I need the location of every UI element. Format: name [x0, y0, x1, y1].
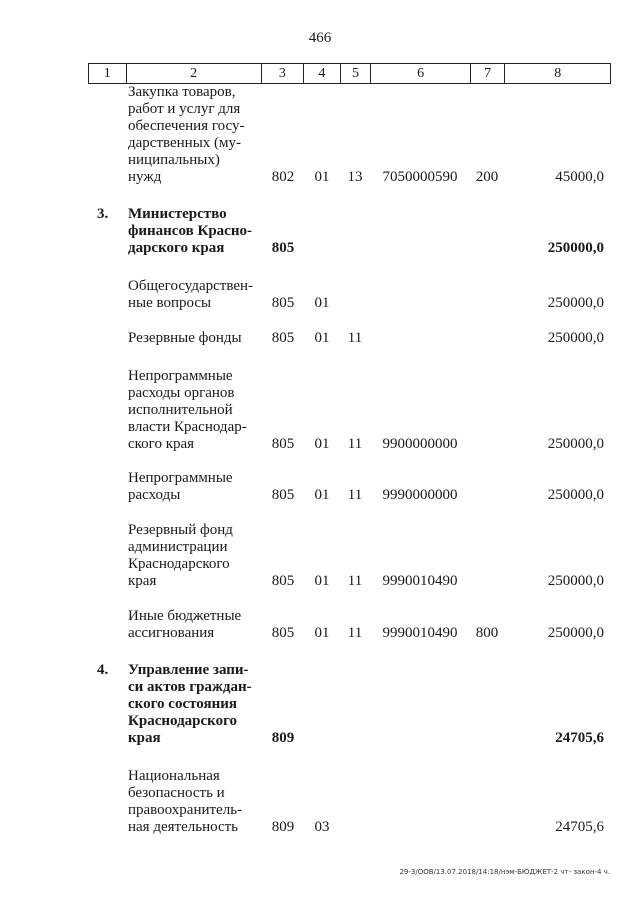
row-name: Непрограммные расходы	[128, 470, 233, 503]
row-code-7: 200	[475, 169, 499, 185]
header-col-6: 6	[371, 64, 471, 84]
row-amount: 250000,0	[547, 436, 604, 452]
row-code-3: 802	[271, 169, 295, 185]
row-code-7: 800	[475, 625, 499, 641]
row-name: Министерство финансов Красно- дарского края	[128, 206, 252, 256]
table-body	[0, 84, 640, 848]
row-code-5: 11	[347, 625, 363, 641]
header-col-5: 5	[340, 64, 371, 84]
row-code-4: 01	[314, 436, 330, 452]
row-code-3: 805	[271, 436, 295, 452]
row-code-3: 805	[271, 240, 295, 256]
row-code-3: 809	[271, 819, 295, 835]
row-code-4: 01	[314, 625, 330, 641]
table-header	[88, 63, 611, 84]
row-code-3: 805	[271, 487, 295, 503]
row-code-4: 01	[314, 295, 330, 311]
row-code-3: 805	[271, 573, 295, 589]
table-row	[0, 278, 640, 330]
row-code-3: 809	[271, 730, 295, 746]
row-amount: 24705,6	[555, 730, 604, 746]
row-code-4: 01	[314, 330, 330, 346]
page-number: 466	[308, 30, 332, 46]
table-row	[0, 206, 640, 278]
table-row	[0, 470, 640, 522]
header-col-4: 4	[304, 64, 341, 84]
header-col-8: 8	[505, 64, 611, 84]
row-code-6: 9900000000	[382, 436, 458, 452]
row-code-4: 03	[314, 819, 330, 835]
row-number: 3.	[97, 206, 109, 222]
table-row	[0, 522, 640, 608]
table-row	[0, 330, 640, 368]
row-code-5: 11	[347, 573, 363, 589]
row-name: Национальная безопасность и правоохранитель- ная деятельность	[128, 768, 243, 835]
row-code-4: 01	[314, 169, 330, 185]
row-code-6: 7050000590	[382, 169, 458, 185]
row-code-4: 01	[314, 487, 330, 503]
row-name: Закупка товаров, работ и услуг для обеспечения госу- дарственных (му- ниципальных) нужд	[128, 84, 245, 185]
row-amount: 250000,0	[547, 625, 604, 641]
header-col-2: 2	[126, 64, 261, 84]
row-amount: 250000,0	[547, 573, 604, 589]
table-row	[0, 608, 640, 662]
row-code-5: 13	[347, 169, 363, 185]
header-col-3: 3	[261, 64, 303, 84]
row-code-3: 805	[271, 295, 295, 311]
row-code-5: 11	[347, 436, 363, 452]
header-col-7: 7	[470, 64, 505, 84]
row-amount: 250000,0	[547, 295, 604, 311]
row-amount: 250000,0	[547, 487, 604, 503]
row-code-6: 9990010490	[382, 625, 458, 641]
footer-stamp: 29-3/ООВ/13.07.2018/14:18/нэм-БЮДЖЕТ-2 чт- закон-4 ч.	[399, 868, 610, 876]
table-row	[0, 768, 640, 848]
table-row	[0, 84, 640, 188]
row-code-4: 01	[314, 573, 330, 589]
header-col-1: 1	[89, 64, 127, 84]
row-amount: 24705,6	[555, 819, 604, 835]
table-row	[0, 368, 640, 470]
row-code-3: 805	[271, 330, 295, 346]
row-amount: 250000,0	[547, 240, 604, 256]
row-name: Непрограммные расходы органов исполнительной власти Краснодар- ского края	[128, 368, 247, 452]
row-code-5: 11	[347, 330, 363, 346]
table-row	[0, 662, 640, 768]
row-name: Иные бюджетные ассигнования	[128, 608, 242, 641]
row-code-6: 9990010490	[382, 573, 458, 589]
row-amount: 45000,0	[555, 169, 604, 185]
row-number: 4.	[97, 662, 109, 678]
row-name: Управление запи- си актов граждан- ского состояния Краснодарского края	[128, 662, 252, 746]
row-amount: 250000,0	[547, 330, 604, 346]
row-name: Резервный фонд администрации Краснодарского края	[128, 522, 233, 589]
row-code-5: 11	[347, 487, 363, 503]
row-code-3: 805	[271, 625, 295, 641]
row-code-6: 9990000000	[382, 487, 458, 503]
row-name: Общегосударствен- ные вопросы	[128, 278, 254, 311]
row-name: Резервные фонды	[128, 330, 242, 346]
